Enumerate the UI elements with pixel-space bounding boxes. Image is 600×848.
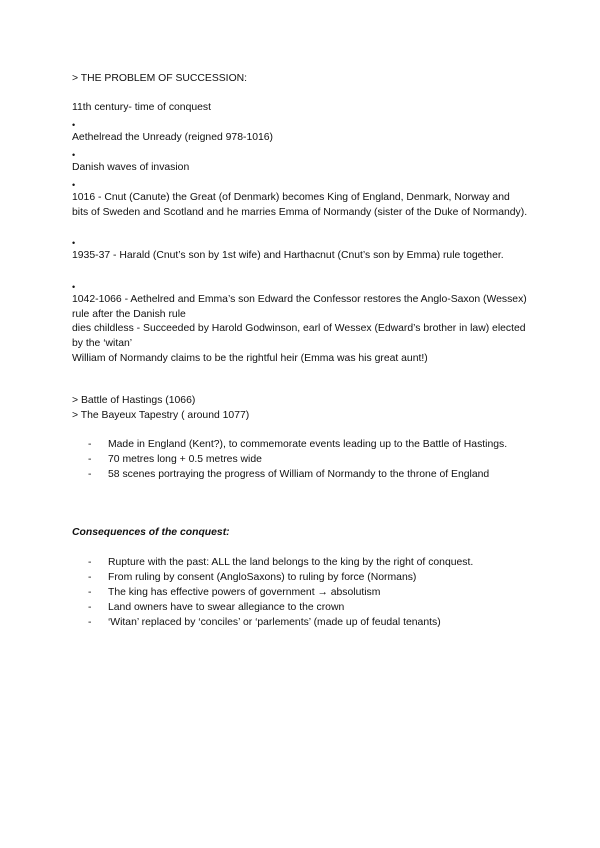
bullet-marker: • [72,120,76,130]
dash-marker: - [88,454,92,465]
tapestry-list [88,437,548,482]
section-title: > THE PROBLEM OF SUCCESSION: [72,73,248,84]
bullet-marker: • [72,180,76,190]
list-item-text: 58 scenes portraying the progress of William of Normandy to the throne of England [108,469,490,480]
battle-line: > Battle of Hastings (1066) [72,395,196,406]
dash-marker: - [88,602,92,613]
list-item: 1016 - Cnut (Canute) the Great (of Denmark) becomes King of England, Denmark, Norway and bits of Sweden and Scotland and he marries Emma of Normandy (sister of the Duke of Normandy). [72,192,528,218]
list-item [88,600,548,615]
list-item: Aethelread the Unready (reigned 978-1016) [72,132,274,143]
list-item: 1042-1066 - Aethelred and Emma’s son Edward the Confessor restores the Anglo-Saxon (Wessex) rule after the Danish rule [72,294,527,320]
list-item: 1935-37 - Harald (Cnut’s son by 1st wife) and Harthacnut (Cnut’s son by Emma) rule together. [72,250,504,261]
list-item [88,555,548,570]
consequences-heading: Consequences of the conquest: [72,527,230,538]
list-item [88,570,548,585]
dies-childless-line: dies childless - Succeeded by Harold Godwinson, earl of Wessex (Edward’s brother in law) elected by the ‘witan’ [72,323,526,349]
list-item [88,452,548,467]
dash-marker: - [88,587,92,598]
dash-marker: - [88,557,92,568]
william-claim-line: William of Normandy claims to be the rightful heir (Emma was his great aunt!) [72,353,428,364]
list-item-text: The king has effective powers of government → absolutism [108,587,381,598]
dash-marker: - [88,572,92,583]
list-item [88,615,548,630]
list-item-text: ‘Witan’ replaced by ‘conciles’ or ‘parlements’ (made up of feudal tenants) [108,617,441,628]
list-item-text: From ruling by consent (AngloSaxons) to ruling by force (Normans) [108,572,417,583]
bullet-marker: • [72,238,76,248]
list-item-text: Land owners have to swear allegiance to the crown [108,602,345,613]
list-item [88,467,548,482]
list-item-text: Rupture with the past: ALL the land belongs to the king by the right of conquest. [108,557,474,568]
dash-marker: - [88,617,92,628]
list-item [88,437,548,452]
dash-marker: - [88,439,92,450]
list-item [88,585,548,600]
consequences-list [88,555,548,630]
bullet-marker: • [72,282,76,292]
bullet-marker: • [72,150,76,160]
tapestry-line: > The Bayeux Tapestry ( around 1077) [72,410,250,421]
list-item: Danish waves of invasion [72,162,190,173]
list-item-text: Made in England (Kent?), to commemorate events leading up to the Battle of Hastings. [108,439,508,450]
intro-line: 11th century- time of conquest [72,102,211,113]
dash-marker: - [88,469,92,480]
list-item-text: 70 metres long + 0.5 metres wide [108,454,262,465]
